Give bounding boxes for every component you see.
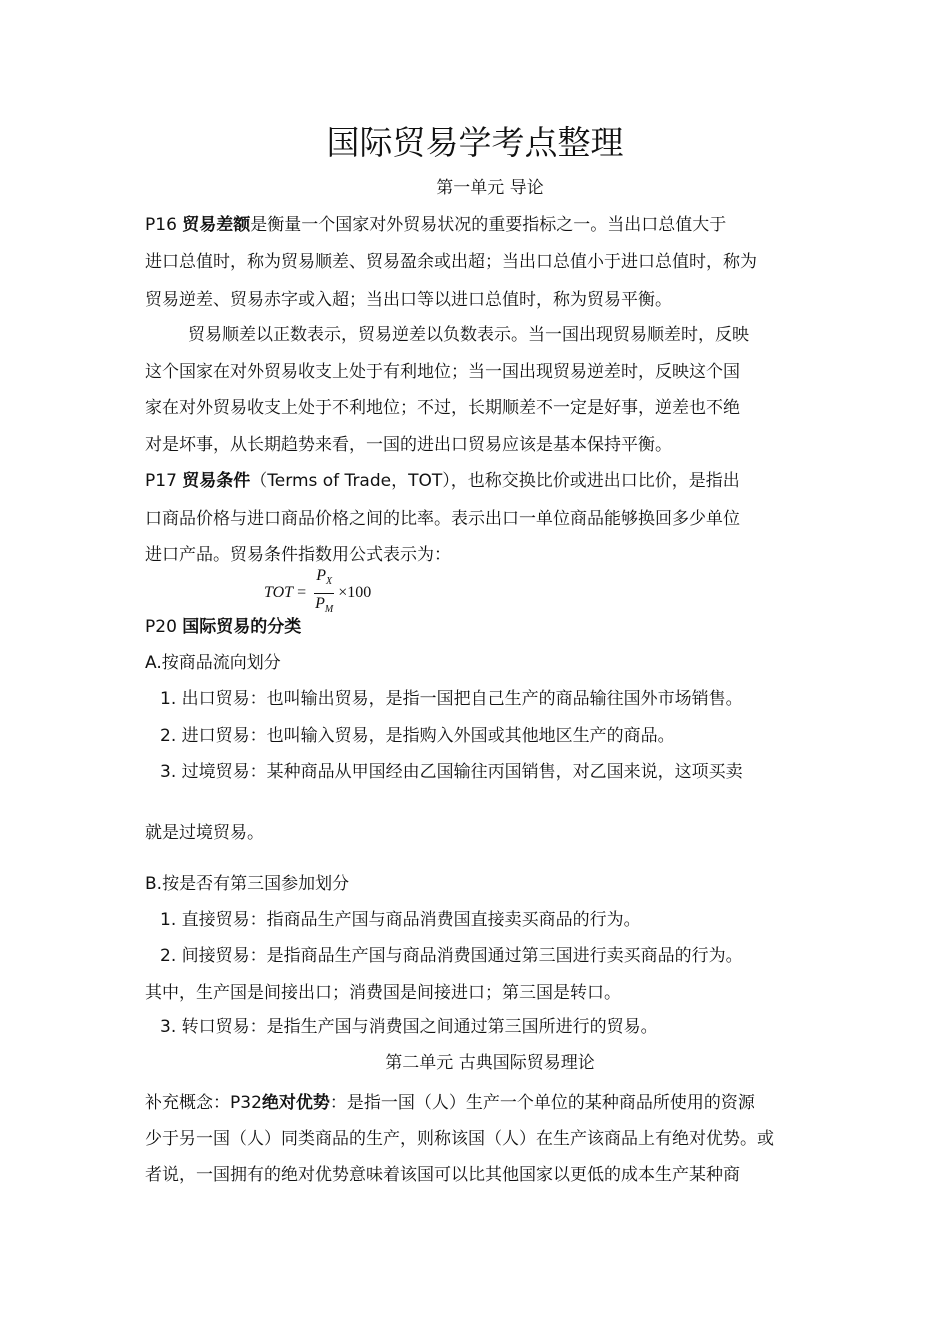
list-item-b2-continued: 其中，生产国是间接出口；消费国是间接进口；第三国是转口。 [145, 983, 621, 1003]
p17-term: 贸易条件 [182, 471, 251, 491]
document-title: 国际贸易学考点整理 [326, 123, 624, 162]
list-item-a1 [160, 687, 743, 711]
list-item-a3-continued: 就是过境贸易。 [145, 823, 264, 843]
list-number: 1. [160, 689, 177, 709]
denominator-subscript: M [324, 603, 334, 615]
list-number: 2. [160, 946, 177, 966]
formula-times-100: ×100 [338, 584, 372, 601]
p17-ref: P17 [145, 471, 177, 491]
p32-term: 绝对优势 [261, 1093, 330, 1113]
section-b-title: 按是否有第三国参加划分 [162, 874, 350, 894]
p16-para2-line-1: 贸易顺差以正数表示，贸易逆差以负数表示。当一国出现贸易顺差时，反映 [188, 325, 749, 345]
unit1-heading: 第一单元 导论 [436, 178, 544, 198]
section-b-heading [145, 872, 349, 896]
section-a-heading [145, 651, 281, 675]
p17-line-1 [145, 469, 740, 493]
section-b-letter: B. [145, 874, 163, 894]
numerator-subscript: X [325, 576, 333, 588]
unit2-line-3: 者说，一国拥有的绝对优势意味着该国可以比其他国家以更低的成本生产某种商 [145, 1165, 740, 1185]
list-number: 2. [160, 726, 177, 746]
section-a-title: 按商品流向划分 [161, 653, 281, 673]
p16-para2-line-4: 对是坏事，从长期趋势来看，一国的进出口贸易应该是基本保持平衡。 [145, 435, 672, 455]
unit2-heading: 第二单元 古典国际贸易理论 [385, 1053, 595, 1073]
list-text: 进口贸易：也叫输入贸易，是指购入外国或其他地区生产的商品。 [181, 726, 675, 746]
p16-para2-line-2: 这个国家在对外贸易收支上处于有利地位；当一国出现贸易逆差时，反映这个国 [145, 362, 740, 382]
formula-equals: = [297, 584, 307, 601]
p16-text-1: 是衡量一个国家对外贸易状况的重要指标之一。当出口总值大于 [250, 215, 727, 235]
list-item-b3 [160, 1015, 658, 1039]
formula-numerator [314, 566, 334, 593]
p16-term: 贸易差额 [182, 215, 251, 235]
formula-lhs: TOT [264, 584, 294, 601]
unit2-text-1: ：是指一国（人）生产一个单位的某种商品所使用的资源 [329, 1093, 755, 1113]
unit2-line-2: 少于另一国（人）同类商品的生产，则称该国（人）在生产该商品上有绝对优势。或 [145, 1129, 774, 1149]
list-number: 3. [160, 1017, 177, 1037]
list-item-b2 [160, 944, 743, 968]
p17-english-term: Terms of Trade，TOT [267, 471, 443, 491]
list-text: 出口贸易：也叫输出贸易，是指一国把自己生产的商品输往国外市场销售。 [181, 689, 743, 709]
p16-line-3: 贸易逆差、贸易赤字或入超；当出口等以进口总值时，称为贸易平衡。 [145, 290, 672, 310]
unit2-line-1 [145, 1091, 755, 1115]
list-number: 1. [160, 910, 177, 930]
numerator-symbol: P [316, 567, 326, 585]
tot-formula [264, 569, 371, 617]
p17-line-3: 进口产品。贸易条件指数用公式表示为： [145, 545, 451, 565]
p17-line-2: 口商品价格与进口商品价格之间的比率。表示出口一单位商品能够换回多少单位 [145, 509, 740, 529]
list-item-a3 [160, 760, 743, 784]
p16-para2-line-3: 家在对外贸易收支上处于不利地位；不过，长期顺差不一定是好事，逆差也不绝 [145, 398, 740, 418]
list-item-a2 [160, 724, 675, 748]
p17-paren-close: ） [442, 471, 451, 491]
formula-fraction [313, 566, 335, 619]
section-a-letter: A. [145, 653, 162, 673]
denominator-symbol: P [315, 594, 325, 612]
p16-line-2: 进口总值时，称为贸易顺差、贸易盈余或出超；当出口总值小于进口总值时，称为 [145, 252, 757, 272]
p20-heading [145, 615, 301, 639]
p16-line-1 [145, 213, 726, 237]
p17-paren-open: （ [250, 471, 268, 491]
p20-ref: P20 [145, 617, 177, 637]
list-text: 间接贸易：是指商品生产国与商品消费国通过第三国进行卖买商品的行为。 [181, 946, 743, 966]
supplement-label: 补充概念： [145, 1093, 230, 1113]
list-text: 直接贸易：指商品生产国与商品消费国直接卖买商品的行为。 [181, 910, 641, 930]
p16-ref: P16 [145, 215, 177, 235]
list-number: 3. [160, 762, 177, 782]
p20-term: 国际贸易的分类 [182, 617, 302, 637]
p17-text-1: ，也称交换比价或进出口比价，是指出 [450, 471, 740, 491]
list-item-b1 [160, 908, 641, 932]
p32-ref: P32 [230, 1093, 262, 1113]
list-text: 过境贸易：某种商品从甲国经由乙国输往丙国销售，对乙国来说，这项买卖 [181, 762, 743, 782]
list-text: 转口贸易：是指生产国与消费国之间通过第三国所进行的贸易。 [181, 1017, 658, 1037]
formula-denominator [313, 594, 335, 620]
